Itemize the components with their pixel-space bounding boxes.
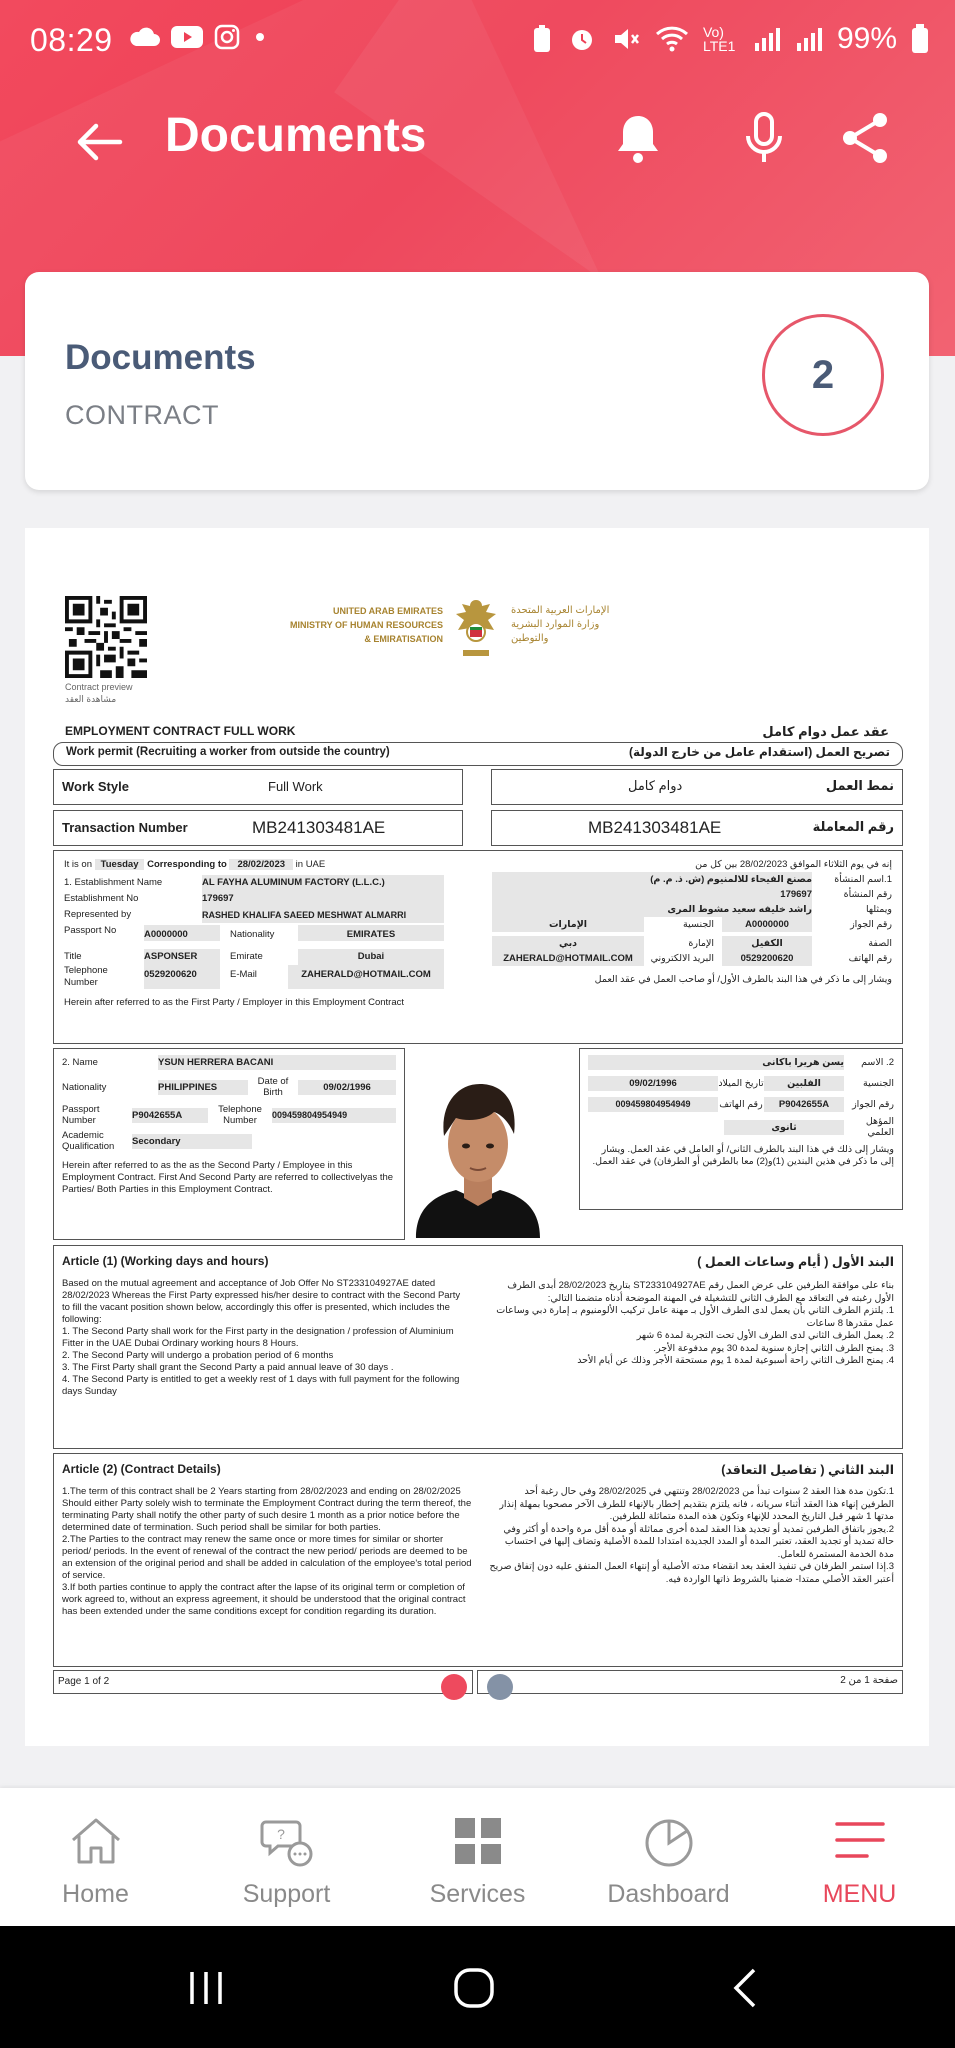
- work-style-box-ar: [491, 769, 903, 805]
- academic-label: Academic Qualification: [62, 1130, 115, 1152]
- card-subtitle: CONTRACT: [65, 400, 219, 430]
- ministry-name-en-3: & EMIRATISATION: [364, 634, 443, 644]
- employee-name-label-ar: 2. الاسم: [861, 1057, 894, 1068]
- nav-support-label: Support: [242, 1880, 331, 1908]
- nav-services[interactable]: [382, 1788, 573, 1926]
- work-style-label: Work Style: [62, 779, 129, 794]
- status-right-icons: [531, 22, 929, 56]
- employee-name-label: 2. Name: [62, 1057, 98, 1068]
- in-uae-label: in UAE: [295, 859, 326, 870]
- transaction-number: MB241303481AE: [252, 818, 386, 837]
- email-label: E-Mail: [230, 969, 257, 980]
- ministry-name-en-2: MINISTRY OF HUMAN RESOURCES: [289, 620, 443, 630]
- contract-heading-ar: عقد عمل دوام كامل: [762, 724, 889, 739]
- signal-sim2-icon: [795, 25, 823, 53]
- corresponding-label: Corresponding to: [147, 859, 227, 870]
- employee-name: YSUN HERRERA BACANI: [158, 1055, 396, 1070]
- work-style-box-en: [53, 769, 463, 805]
- recent-apps-icon[interactable]: [184, 1968, 228, 2008]
- back-arrow-icon[interactable]: [72, 114, 128, 170]
- status-left-icons: [128, 24, 270, 50]
- first-party-telephone: 0529200620: [144, 965, 220, 989]
- establishment-name: AL FAYHA ALUMINUM FACTORY (L.L.C.): [202, 875, 444, 891]
- employee-nationality-label-ar: الجنسية: [863, 1078, 894, 1089]
- back-button-icon[interactable]: [726, 1966, 762, 2010]
- page-dot[interactable]: [487, 1674, 513, 1700]
- article-2-body-en: 1.The term of this contract shall be 2 Years starting from 28/02/2023 and ending on 28/02/2025 Should either Party solely wish to terminate the Employment Contract during the term thereof, the terminating Party shall notify the other party of such desire 1 month as a prior notice before the determined date of termination. Such period shall be similar for both parties. 2.The Parties to the contract may renew the same once or more times for similar or shorter period/ periods. In the event of renewal of the contract the new period/ periods are deemed to be an extension of the original period and shall be added in calculation of the employee's total period of service. 3.If both parties continue to apply the contract after the lapse of its original term or completion of work agreed to, without an express agreement, it should be understood that the original contract has been extended under the same conditions except for condition regarding its duration.: [62, 1486, 472, 1617]
- represented-by-label-ar: ويمثلها: [865, 904, 892, 915]
- transaction-number-ar: MB241303481AE: [588, 818, 722, 837]
- grid-icon: [449, 1812, 507, 1870]
- second-party-section-en: [53, 1048, 405, 1240]
- emblem-icon: [451, 596, 501, 662]
- establishment-name-label-ar: 1.اسم المنشأة: [834, 874, 892, 885]
- transaction-label-ar: رقم المعاملة: [812, 819, 894, 834]
- emirate-label: Emirate: [230, 951, 263, 962]
- article-1-title-en: Article (1) (Working days and hours): [62, 1254, 269, 1268]
- contract-page: [53, 548, 901, 1687]
- ministry-header: [243, 596, 723, 666]
- first-party-email: ZAHERALD@HOTMAIL.COM: [288, 965, 444, 989]
- work-style-label-ar: نمط العمل: [825, 778, 894, 793]
- nav-services-label: Services: [429, 1880, 526, 1908]
- transaction-box-ar: [491, 810, 903, 846]
- article-2-body-ar: 1.تكون مدة هذا العقد 2 سنوات تبدأ من 28/02/2023 وتنتهي في 28/02/2025 وفي حال رغبة أحد الطرفين إنهاء هذا العقد أثناء سريانه ، فانه يلتزم بتقديم إخطار بالإنهاء للطرف الآخر مصحوبا بمهلة إنذار مدتها 1 شهر قبل التاريخ المحدد للإنهاء وتكون هذه المدة متماثلة للطرفين. 2.يجوز باتفاق الطرفين تمديد أو تجديد هذا العقد لمدة أخرى مماثلة أو مدة أقل مرة واحدة أو أكثر وفي حالة تمديد أو تجديد العقد، تعتبر المدة أو المدد الجديدة امتدادا للمدة الأصلية وتضاف إليها في احتساب مدة الخدمة المستمرة للعامل. 3.إذا استمر الطرفان في تنفيذ العقد بعد انقضاء مدته الأصلية أو إنتهاء العمل المتفق عليه دون إتفاق صريح أعتبر العقد الأصلي ممتدا- ضمنيا بالشروط ذاتها الواردة فيه.: [489, 1486, 894, 1585]
- document-summary-card[interactable]: [25, 272, 929, 490]
- employee-telephone-label: Telephone Number: [218, 1104, 262, 1126]
- establishment-no-ar: 179697: [492, 887, 812, 902]
- nav-menu-label: MENU: [822, 1880, 897, 1908]
- battery-icon: [911, 24, 929, 54]
- establishment-no-label-ar: رقم المنشأة: [843, 889, 892, 900]
- battery-percent: 99%: [836, 22, 897, 55]
- article-1-body-ar: بناء على موافقة الطرفين على عرض العمل رقم ST233104927AE بتاريخ 28/02/2023 أبدى الطرف الأول رغبته في التعاقد مع الطرف الثاني للتشغيلة في المهنة الموضحة أدناه متضمنا التالي: 1. يلتزم الطرف الثاني بأن يعمل لدى الطرف الأول بـ مهنة عامل تركيب الألومنيوم بـ إمارة دبي وساعات عمل مقدرها 8 ساعات 2. يعمل الطرف الثاني لدى الطرف الأول تحت التجربة لمدة 6 شهر 3. يمنح الطرف الثاني إجازة سنوية لمدة 30 يوم مدفوعة الأجر. 4. يمنح الطرف الثاني راحة أسبوعية لمدة 1 يوم مستحقة الأجر وذلك عن أيام الأحد: [496, 1280, 894, 1366]
- second-party-section-ar: [579, 1048, 903, 1210]
- passport-label: Passport No: [64, 925, 117, 936]
- article-2-title-ar: البند الثاني ( تفاصيل التعاقد): [721, 1463, 894, 1477]
- menu-icon: [831, 1812, 889, 1870]
- ministry-name-en-1: UNITED ARAB EMIRATES: [333, 606, 443, 616]
- microphone-icon[interactable]: [734, 108, 794, 168]
- document-count-badge: 2: [762, 314, 884, 436]
- employee-dob-ar: 09/02/1996: [588, 1076, 718, 1091]
- pie-chart-icon: [640, 1812, 698, 1870]
- emirate-label-ar: الإمارة: [688, 938, 714, 949]
- establishment-name-label: 1. Establishment Name: [64, 877, 163, 888]
- employee-photo-image: [408, 1048, 548, 1238]
- it-is-on-label: It is on: [64, 859, 92, 870]
- first-party-details-ar: [492, 857, 892, 987]
- nav-dashboard[interactable]: [573, 1788, 764, 1926]
- employee-name-ar: يسن هريرا باكانى: [588, 1055, 844, 1070]
- status-time: 08:29: [30, 22, 113, 58]
- dob-label: Date of Birth: [257, 1076, 289, 1098]
- ministry-name-ar-2: وزارة الموارد البشرية: [511, 619, 600, 630]
- first-party-emirate-ar: دبي: [492, 936, 644, 951]
- first-party-footer-ar: ويشار إلى ما ذكر في هذا البند بالطرف الأول/ أو صاحب العمل في عقد العمل: [594, 974, 892, 985]
- employee-photo: [408, 1048, 548, 1238]
- employee-passport-label-ar: رقم الجواز: [852, 1099, 894, 1110]
- first-party-title-ar: الكفيل: [722, 936, 812, 951]
- first-party-date-line-ar: إنه في يوم الثلاثاء الموافق 28/02/2023 بين كل من: [695, 859, 892, 870]
- work-permit-bar: [53, 742, 903, 766]
- first-party-email-ar: ZAHERALD@HOTMAIL.COM: [492, 951, 644, 966]
- status-bar: [0, 0, 955, 86]
- first-party-title: ASPONSER: [144, 949, 220, 965]
- work-permit-en: Work permit (Recruiting a worker from outside the country): [66, 746, 390, 758]
- transaction-label: Transaction Number: [62, 820, 188, 835]
- signal-icon: [753, 25, 781, 53]
- title-label-ar: الصفة: [868, 938, 892, 949]
- support-icon: [258, 1812, 316, 1870]
- ministry-name-ar-1: الإمارات العربية المتحدة: [511, 605, 610, 616]
- passport-label-ar: رقم الجواز: [850, 919, 892, 930]
- youtube-icon: [170, 25, 204, 49]
- first-party-nationality-ar: الإمارات: [492, 917, 644, 932]
- alarm-icon: [567, 24, 597, 54]
- page-title: Documents: [165, 109, 427, 162]
- page-number-ar: صفحة 1 من 2: [840, 1675, 898, 1686]
- email-label-ar: البريد الالكتروني: [650, 953, 714, 964]
- first-party-emirate: Dubai: [298, 949, 444, 965]
- bell-icon[interactable]: [608, 108, 668, 168]
- work-style-value-ar: دوام كامل: [628, 778, 683, 793]
- mute-icon: [611, 24, 641, 54]
- article-1-section: [53, 1245, 903, 1449]
- contract-heading-en: EMPLOYMENT CONTRACT FULL WORK: [65, 724, 296, 738]
- nationality-label-ar: الجنسية: [683, 919, 714, 930]
- article-1-title-ar: البند الأول ( أيام وساعات العمل ): [697, 1255, 894, 1269]
- employee-academic-ar: ثانوى: [724, 1120, 844, 1135]
- network-label: Vo) LTE1: [702, 24, 736, 54]
- bottom-navigation: [0, 1788, 955, 1926]
- article-2-section: [53, 1453, 903, 1667]
- employee-dob: 09/02/1996: [298, 1080, 396, 1095]
- second-party-footer: Herein after referred to as the as the Second Party / Employee in this Employment Contract. First And Second Party are referred to collectivelyas the Parties/ Both Parties in this Employment Contract.: [62, 1160, 394, 1195]
- employee-passport: P9042655A: [132, 1108, 208, 1123]
- work-permit-ar: تصريح العمل (استقدام عامل من خارج الدولة): [629, 745, 890, 759]
- employee-telephone-ar: 009459804954949: [588, 1097, 718, 1112]
- home-icon: [67, 1812, 125, 1870]
- first-party-nationality: EMIRATES: [298, 925, 444, 941]
- first-party-telephone-ar: 0529200620: [722, 951, 812, 966]
- employee-nationality-label: Nationality: [62, 1081, 107, 1093]
- article-2-title-en: Article (2) (Contract Details): [62, 1462, 221, 1476]
- page-dot-active[interactable]: [441, 1674, 467, 1700]
- second-party-footer-ar: ويشار إلى ذلك في هذا البند بالطرف الثاني/ أو العامل في عقد العمل. ويشار إلى ما ذكر في هذين البندين (1)و(2) معا بالطرفين أو الطرفان) في عقد العمل.: [592, 1144, 894, 1167]
- work-style-value: Full Work: [268, 779, 323, 794]
- nav-dashboard-label: Dashboard: [607, 1880, 730, 1908]
- wifi-icon: [655, 25, 689, 53]
- represented-by-label: Represented by: [64, 909, 132, 920]
- represented-by: RASHED KHALIFA SAEED MESHWAT ALMARRI: [202, 907, 444, 923]
- nationality-label: Nationality: [230, 929, 275, 940]
- first-party-footer: Herein after referred to as the First Party / Employer in this Employment Contract: [64, 997, 405, 1008]
- first-party-date-line: [64, 859, 325, 870]
- first-party-passport: A0000000: [144, 925, 220, 941]
- telephone-label-ar: رقم الهاتف: [848, 953, 892, 964]
- article-1-body-en: Based on the mutual agreement and acceptance of Job Offer No ST233104927AE dated 28/02/2023 Whereas the First Party expressed his/her desire to contract with the Second Party to fill the vacant position shown below, accordingly this offer is presented, which includes the following: 1. The Second Party shall work for the First party in the designation / profession of Aluminium Fitter in the UAE Dubai Ordinary working hours 8 Hours. 2. The Second Party will undergo a probation period of 6 months 3. The First Party shall grant the Second Party a paid annual leave of 30 days . 4. The Second Party is entitled to get a weekly rest of 1 days with full payment for the following days Sunday: [62, 1278, 461, 1397]
- contract-day: Tuesday: [95, 859, 145, 870]
- employee-telephone-label-ar: رقم الهاتف: [719, 1099, 763, 1110]
- toolbar: [0, 96, 955, 186]
- dob-label-ar: تاريخ الميلاد: [718, 1078, 764, 1089]
- represented-by-ar: راشد خليفه سعيد مشوط المرى: [492, 902, 812, 917]
- battery-saver-icon: [531, 24, 553, 54]
- academic-label-ar: المؤهل العلمي: [865, 1116, 894, 1138]
- nav-home-label: Home: [62, 1880, 129, 1908]
- nav-menu[interactable]: [764, 1788, 955, 1926]
- establishment-no: 179697: [202, 891, 444, 907]
- share-icon[interactable]: [836, 108, 896, 168]
- card-title: Documents: [65, 338, 256, 377]
- first-party-details-en: [64, 875, 444, 1009]
- notification-dot-icon: [250, 27, 270, 47]
- page-indicator: [25, 1674, 929, 1700]
- contract-date: 28/02/2023: [229, 859, 293, 870]
- first-party-passport-ar: A0000000: [722, 917, 812, 932]
- instagram-icon: [214, 24, 240, 50]
- transaction-box-en: [53, 810, 463, 846]
- employee-academic: Secondary: [132, 1134, 252, 1149]
- first-party-section: [53, 850, 903, 1044]
- nav-support[interactable]: [191, 1788, 382, 1926]
- employee-nationality-ar: الفلبين: [764, 1076, 844, 1091]
- system-navigation-bar: [0, 1926, 955, 2048]
- contract-preview-label: Contract preview: [65, 682, 133, 692]
- establishment-no-label: Establishment No: [64, 893, 139, 904]
- title-label: Title: [64, 951, 82, 962]
- document-preview[interactable]: [25, 528, 929, 1746]
- nav-home[interactable]: [0, 1788, 191, 1926]
- contract-preview-label-ar: مشاهدة العقد: [65, 694, 117, 704]
- employee-passport-ar: P9042655A: [764, 1097, 844, 1112]
- svg-text:?: ?: [276, 1826, 285, 1842]
- ministry-name-ar-3: والتوطين: [511, 633, 549, 644]
- employee-nationality: PHILIPPINES: [158, 1080, 248, 1095]
- qr-code-icon: [65, 596, 147, 678]
- establishment-name-ar: مصنع الفيحاء للالمنيوم (ش. ذ. م. م): [492, 872, 812, 887]
- cloud-icon: [128, 26, 160, 48]
- home-button-icon[interactable]: [452, 1966, 496, 2010]
- employee-telephone: 009459804954949: [272, 1108, 396, 1123]
- page-number-en: Page 1 of 2: [58, 1676, 110, 1687]
- employee-passport-label: Passport Number: [62, 1104, 100, 1126]
- telephone-label: Telephone Number: [64, 965, 108, 988]
